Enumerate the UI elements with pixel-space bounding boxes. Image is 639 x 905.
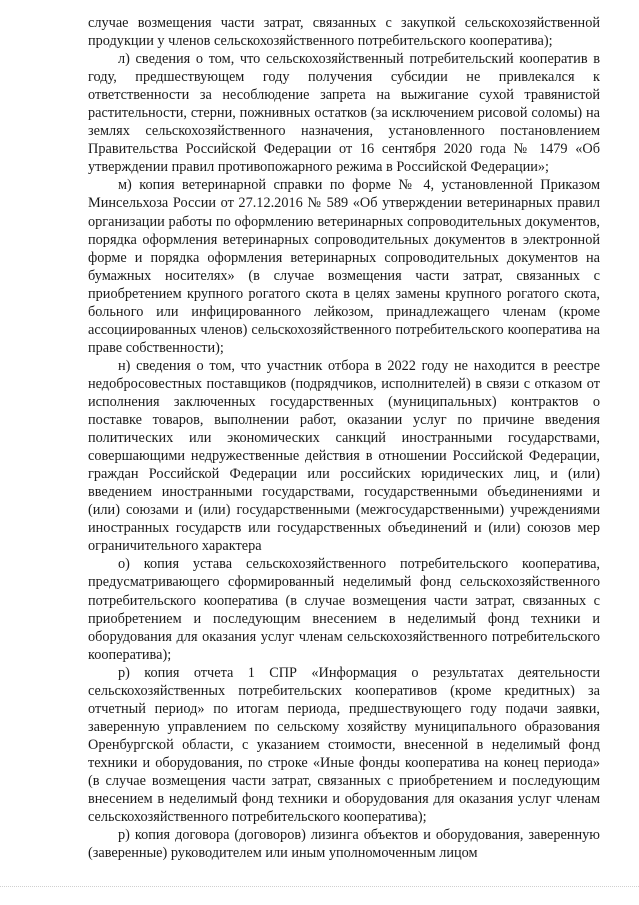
document-body <box>88 14 600 862</box>
paragraph-o: о) копия устава сельскохозяйственного потребительского кооператива, предусматривающего сформированный неделимый фонд сельскохозяйственного потребительского кооператива (в случае возмещения части затрат, связанных с приобретением и последующим внесением в неделимый фонд техники и оборудования для оказания услуг членам сельскохозяйственного потребительского кооператива); <box>88 556 600 663</box>
paragraph-m: м) копия ветеринарной справки по форме № 4, установленной Приказом Минсельхоза России от 27.12.2016 № 589 «Об утверждении ветеринарных правил организации работы по оформлению ветеринарных сопроводительных документов, порядка оформления ветеринарных сопроводительных документов в электронной форме и порядка оформления ветеринарных сопроводительных документов на бумажных носителях» (в случае возмещения части затрат, связанных с приобретением крупного рогатого скота в целях замены крупного рогатого скота, больного или инфицированного лейкозом, принадлежащего членам (кроме ассоциированных членов) сельскохозяйственного потребительского кооператива на праве собственности); <box>88 177 600 356</box>
paragraph-continuation: случае возмещения части затрат, связанных с закупкой сельскохозяйственной продукции у членов сельскохозяйственного потребительского кооператива); <box>88 15 600 50</box>
paragraph-l: л) сведения о том, что сельскохозяйственный потребительский кооператив в году, предшествующем году получения субсидии не привлекался к ответственности за несоблюдение запрета на выжигание сухой травянистой растительности, стерни, пожнивных остатков (за исключением рисовой соломы) на землях сельскохозяйственного назначения, установленного постановлением Правительства Российской Федерации от 16 сентября 2020 года № 1479 «Об утверждении правил противопожарного режима в Российской Федерации»; <box>88 51 600 176</box>
paragraph-p: р) копия отчета 1 СПР «Информация о результатах деятельности сельскохозяйственных потребительских кооперативов (кроме кредитных) за отчетный период» по итогам периода, предшествующего году подачи заявки, заверенную управлением по сельскому хозяйству муниципального образования Оренбургской области, с указанием стоимости, внесенной в неделимый фонд техники и оборудования, по строке «Иные фонды кооператива на конец периода» (в случае возмещения части затрат, связанных с приобретением и последующим внесением в неделимый фонд техники и оборудования для оказания услуг членам сельскохозяйственного потребительского кооператива); <box>88 664 600 826</box>
paragraph-r: р) копия договора (договоров) лизинга объектов и оборудования, заверенную (заверенные) руководителем или иным уполномоченным лицом <box>88 827 600 862</box>
paragraph-n: н) сведения о том, что участник отбора в 2022 году не находится в реестре недобросовестных поставщиков (подрядчиков, исполнителей) в связи с отказом от исполнения заключенных государственных (муниципальных) контрактов о поставке товаров, выполнении работ, оказании услуг по причине введения политических или экономических санкций иностранными государствами, совершающими недружественные действия в отношении Российской Федерации, граждан Российской Федерации или российских юридических лиц, и (или) введением иностранными государствами, государственными объединениями и (или) союзами и (или) государственными (межгосударственными) учреждениями иностранных государств или государственных объединений и (или) союзов мер ограничительного характера <box>88 357 600 555</box>
page-bottom-edge <box>0 886 639 887</box>
